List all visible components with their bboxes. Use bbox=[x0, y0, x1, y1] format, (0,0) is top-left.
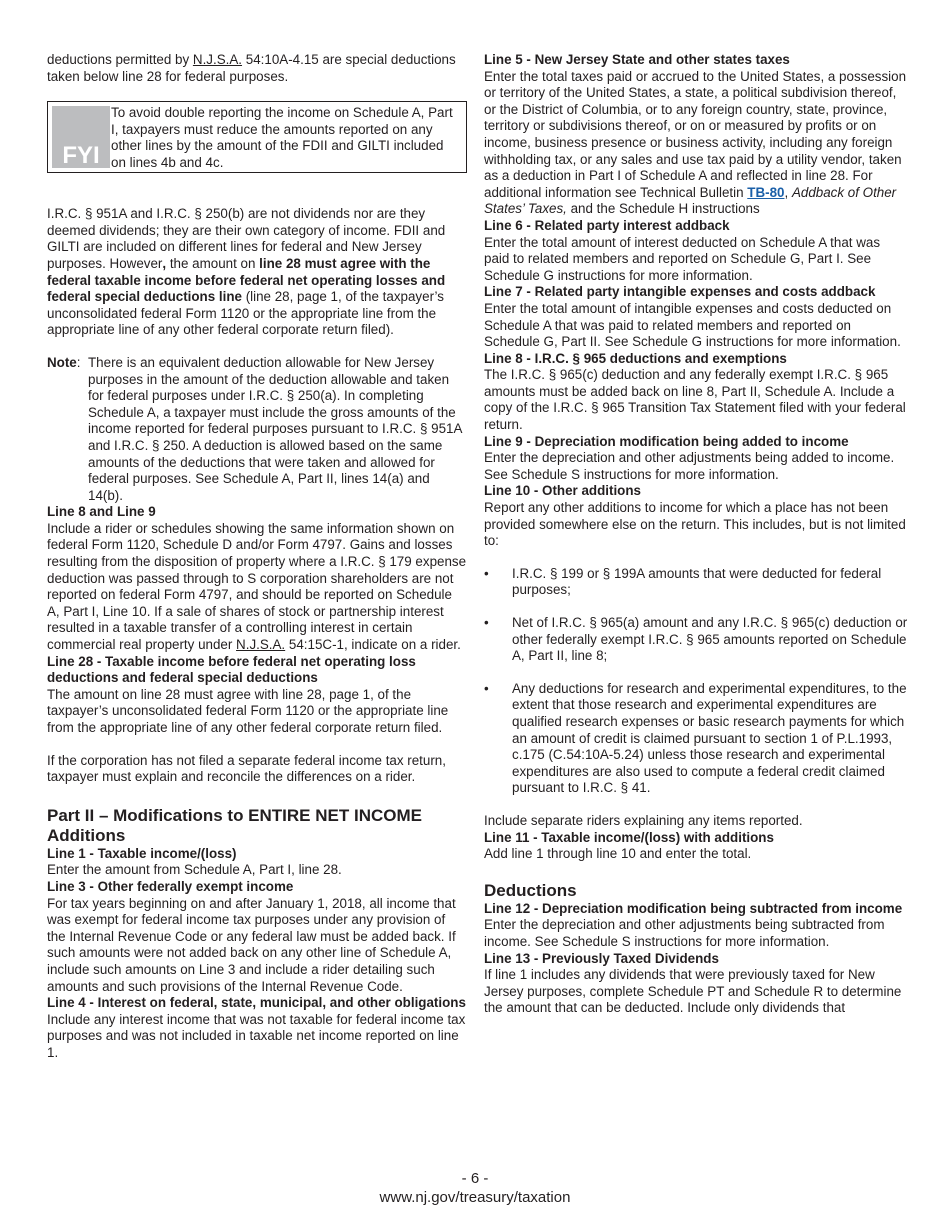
line-6-heading: Line 6 - Related party interest addback bbox=[484, 217, 730, 233]
list-item: • I.R.C. § 199 or § 199A amounts that were deducted for federal purposes; bbox=[484, 565, 882, 598]
line-8-text: The I.R.C. § 965(c) deduction and any federally exempt I.R.C. § 965 amounts must be added back on line 8, Part II, Schedule A. Include a copy of the I.R.C. § 965 Transition Tax Statement filed with your federal return. bbox=[484, 367, 906, 433]
list-item: • Net of I.R.C. § 965(a) amount and any I.R.C. § 965(c) deduction or other federally exempt I.R.C. § 965 amounts reported on Schedule A, Part II, line 8; bbox=[484, 615, 908, 664]
left-column bbox=[47, 52, 467, 1062]
bullet-icon: • bbox=[484, 565, 489, 581]
additions-heading: Additions bbox=[47, 825, 126, 845]
njsa-citation: N.J.S.A. bbox=[192, 52, 243, 67]
line-10-text: Report any other additions to income for which a place has not been provided somewhere else on the return. This includes, but is not limited to: bbox=[484, 500, 906, 549]
bullet-icon: • bbox=[484, 680, 489, 696]
line-28-text: The amount on line 28 must agree with line 28, page 1, of the taxpayer’s unconsolidated federal Form 1120 or the appropriate line from the appropriate line of any other federal corporate return filed. bbox=[47, 686, 449, 735]
tb-80-link[interactable]: TB-80 bbox=[747, 184, 785, 200]
line-7-heading: Line 7 - Related party intangible expenses and costs addback bbox=[484, 284, 876, 300]
part-2-heading: Part II – Modifications to ENTIRE NET INCOME bbox=[47, 805, 422, 825]
fyi-text: To avoid double reporting the income on Schedule A, Part I, taxpayers must reduce the amounts reported on any other lines by the amount of the FDII and GILTI included on lines 4b and 4c. bbox=[111, 105, 453, 170]
line-13-text: If line 1 includes any dividends that were previously taxed for New Jersey purposes, complete Schedule PT and Schedule R to determine the amount that can be deducted. Include only dividends that bbox=[484, 967, 902, 1016]
line-13-heading: Line 13 - Previously Taxed Dividends bbox=[484, 950, 719, 966]
line-1-heading: Line 1 - Taxable income/(loss) bbox=[47, 845, 237, 861]
line-4-heading: Line 4 - Interest on federal, state, municipal, and other obligations bbox=[47, 995, 466, 1011]
line-6-text: Enter the total amount of interest deducted on Schedule A that was paid to related members and reported on Schedule G, Part I. See Schedule G instructions for more information. bbox=[484, 234, 881, 283]
right-column bbox=[484, 52, 908, 1017]
page-number: - 6 - bbox=[461, 1170, 489, 1187]
line-3-heading: Line 3 - Other federally exempt income bbox=[47, 878, 294, 894]
line-9-heading: Line 9 - Depreciation modification being added to income bbox=[484, 433, 849, 449]
intro-paragraph: deductions permitted by N.J.S.A. 54:10A-4.15 are special deductions taken below line 28 for federal purposes. bbox=[47, 52, 456, 84]
line-5-text: Enter the total taxes paid or accrued to the United States, a possession or territory of the United States, a state, a political subdivision thereof, or the District of Columbia, or to any foreign country, state, province, territory or subdivisions thereof, or on or measured by profits or on income, business presence or business activity, including any foreign withholding tax, or any sales and use tax paid by a utility vendor, taken as a deduction in Part I of Schedule A and reflected in line 28. For additional information see Technical Bulletin TB-80, Addback of Other States’ Taxes, and the Schedule H instructions bbox=[484, 68, 907, 217]
line-9-text: Enter the depreciation and other adjustments being added to income. See Schedule S instructions for more information. bbox=[484, 450, 895, 482]
line-11-heading: Line 11 - Taxable income/(loss) with additions bbox=[484, 829, 774, 845]
line-12-text: Enter the depreciation and other adjustments being subtracted from income. See Schedule S instructions for more information. bbox=[484, 917, 885, 949]
line-3-text: For tax years beginning on and after January 1, 2018, all income that was exempt for federal income tax purposes under any provision of the Internal Revenue Code or any federal law must be added back. If such amounts were not added back on any other line of Schedule A, include such amounts on Line 3 and include a rider detailing such amounts and such provisions of the Internal Revenue Code. bbox=[47, 895, 456, 994]
note-block: Note: There is an equivalent deduction allowable for New Jersey purposes in the amount of the deduction allowable and taken for federal purposes under I.R.C. § 250(a). In completing Schedule A, a taxpayer must include the gross amounts of the income reported for federal purposes pursuant to I.R.C. § 951A and I.R.C. § 250. A deduction is allowed based on the same amounts of the deductions that were taken and allowed for federal purposes. See Schedule A, Part II, lines 14(a) and 14(b). bbox=[47, 355, 467, 504]
line-4-text: Include any interest income that was not taxable for federal income tax purposes and was not included in taxable net income reported on line 1. bbox=[47, 1011, 466, 1060]
irc-paragraph: I.R.C. § 951A and I.R.C. § 250(b) are not dividends nor are they deemed dividends; they are their own category of income. FDII and GILTI are included on different lines for federal and New Jersey purposes. However, the amount on line 28 must agree with the federal taxable income before federal net operating losses and federal special deductions line (line 28, page 1, of the taxpayer’s unconsolidated federal Form 1120 or the appropriate line from the appropriate line of any other federal corporate return filed). bbox=[47, 206, 446, 338]
fyi-icon: FYI bbox=[52, 106, 110, 168]
line-10-heading: Line 10 - Other additions bbox=[484, 483, 641, 499]
njsa-citation: N.J.S.A. bbox=[236, 637, 286, 653]
footer-url: www.nj.gov/treasury/taxation bbox=[379, 1189, 571, 1206]
deductions-heading: Deductions bbox=[484, 880, 577, 900]
line-5-heading: Line 5 - New Jersey State and other states taxes bbox=[484, 52, 790, 67]
line-12-heading: Line 12 - Depreciation modification being subtracted from income bbox=[484, 900, 903, 916]
line-7-text: Enter the total amount of intangible expenses and costs deducted on Schedule A that was paid to related members and reported on Schedule G, Part II. See Schedule G instructions for more information. bbox=[484, 300, 901, 350]
line-11-text: Add line 1 through line 10 and enter the total. bbox=[484, 846, 752, 862]
line-1-text: Enter the amount from Schedule A, Part I, line 28. bbox=[47, 862, 342, 878]
note-text: There is an equivalent deduction allowable for New Jersey purposes in the amount of the deduction allowable and taken for federal purposes under I.R.C. § 250(a). In completing Schedule A, a taxpayer must include the gross amounts of the income reported for federal purposes pursuant to I.R.C. § 951A and I.R.C. § 250. A deduction is allowed based on the same amounts of the deductions that were taken and allowed for federal purposes. See Schedule A, Part II, lines 14(a) and 14(b). bbox=[88, 354, 462, 503]
line-28-note: If the corporation has not filed a separate federal income tax return, taxpayer must explain and reconcile the differences on a rider. bbox=[47, 752, 446, 785]
riders-text: Include separate riders explaining any items reported. bbox=[484, 812, 803, 828]
line-28-heading: Line 28 - Taxable income before federal net operating loss deductions and federal special deductions bbox=[47, 653, 416, 686]
bullet-icon: • bbox=[484, 615, 489, 630]
line-8-heading: Line 8 - I.R.C. § 965 deductions and exemptions bbox=[484, 350, 787, 366]
line-8-9-heading: Line 8 and Line 9 bbox=[47, 504, 156, 520]
list-item: • Any deductions for research and experimental expenditures, to the extent that those research and experimental expenditures are qualified research expenses or basic research payments for which an amount of credit is claimed pursuant to section 1 of P.L.1993, c.175 (C.54:10A-5.24) unless those research and experimental expenditures are also used to compute a federal credit claimed pursuant to I.R.C. § 41. bbox=[484, 680, 907, 796]
line-8-9-text: Include a rider or schedules showing the same information shown on federal Form 1120, Schedule D and/or Form 4797. Gains and losses resulting from the disposition of property where a I.R.C. § 179 expense deduction was passed through to S corporation shareholders are not reported on federal Form 4797, and should be reported on Schedule A, Part I, Line 10. If a sale of shares of stock or partnership interest resulted in a taxable transfer of a controlling interest in certain commercial real property under N.J.S.A. 54:15C-1, indicate on a rider. bbox=[47, 520, 467, 653]
fyi-box bbox=[47, 101, 467, 173]
note-label: Note bbox=[47, 354, 77, 370]
